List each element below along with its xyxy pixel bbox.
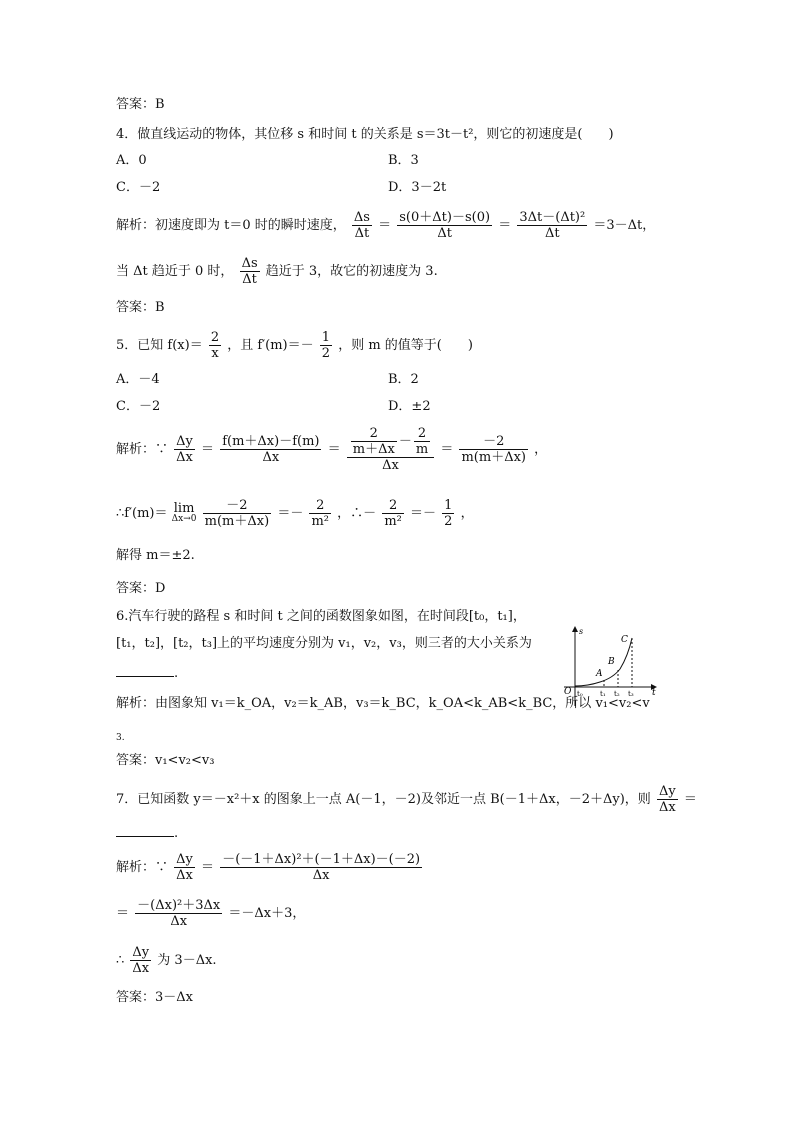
q5-solution	[116, 426, 547, 473]
fraction	[203, 498, 272, 529]
text: ＝－	[277, 506, 304, 521]
q5-solution-line3: 解得 m＝±2.	[116, 548, 195, 563]
text: ＝－	[410, 506, 437, 521]
text: ，	[460, 506, 474, 521]
question-6-line3	[116, 664, 178, 682]
denominator: 2	[321, 346, 331, 361]
fraction	[209, 330, 221, 361]
numerator: －(－1＋Δx)²＋(－1＋Δx)－(－2)	[222, 852, 421, 867]
numerator: 2	[309, 498, 331, 514]
minus: －	[398, 434, 412, 449]
numerator: Δs	[241, 256, 258, 271]
origin-label: O	[564, 687, 572, 697]
text: 7．已知函数 y＝－x²＋x 的图象上一点 A(－1，－2)及邻近一点 B(－1＋Δx，－2＋Δy)，则	[116, 792, 651, 807]
q4-option-a: A．0	[116, 153, 147, 168]
q6-answer: 答案：v₁<v₂<v₃	[116, 753, 215, 768]
comma: ，	[534, 442, 548, 457]
q5-solution-line2	[116, 498, 474, 529]
fraction	[459, 434, 528, 465]
q4-option-c: C．－2	[116, 180, 161, 195]
numerator: 3Δt－(Δt)²	[519, 210, 586, 225]
text: ＝	[683, 792, 697, 807]
denominator: Δx	[176, 868, 193, 883]
q6-solution: 解析：由图象知 v₁＝k_OA，v₂＝k_AB，v₃＝k_BC，k_OA<k_AB<k_BC，所以 v₁<v₂<v	[116, 696, 650, 711]
question-6-line2: [t₁，t₂]，[t₂，t₃]上的平均速度分别为 v₁，v₂，v₃，则三者的大小关系为	[116, 636, 532, 651]
equals: ＝	[498, 218, 512, 233]
denominator: x	[211, 346, 219, 361]
numerator: Δy	[658, 784, 676, 799]
denominator: m	[415, 442, 429, 457]
s-label: s	[579, 627, 584, 636]
numerator: Δy	[176, 434, 193, 449]
denominator: Δx	[262, 450, 280, 465]
curve	[575, 638, 632, 686]
text: 当 Δt 趋近于 0 时，	[116, 264, 234, 279]
denominator: Δt	[544, 226, 560, 241]
answer-blank	[116, 664, 174, 677]
fraction	[220, 434, 321, 465]
limit-word: lim	[173, 500, 195, 516]
q4-solution	[116, 210, 655, 241]
s-axis-arrow-icon	[572, 626, 578, 632]
fraction	[309, 498, 331, 529]
text: .	[174, 826, 179, 841]
numerator: Δs	[353, 210, 370, 225]
denominator: Δt	[437, 226, 452, 241]
distance-time-graph	[558, 624, 664, 708]
denominator: Δt	[354, 226, 370, 241]
numerator: Δy	[132, 945, 150, 960]
solution-tail: ＝3－Δt，	[593, 218, 656, 233]
q7-solution-line2	[116, 898, 305, 929]
solution-lead: 解析：∵	[116, 442, 169, 457]
answer-blank	[116, 824, 174, 837]
denominator: 2	[444, 514, 453, 529]
t-label: t	[652, 688, 656, 698]
question-7-line1	[116, 784, 697, 815]
equals: ＝	[440, 442, 454, 457]
text: 5．已知 f(x)＝	[116, 338, 203, 353]
fraction	[220, 852, 422, 883]
fraction	[130, 945, 151, 976]
answer-line: 答案：B	[116, 97, 165, 112]
equals: ＝	[378, 218, 392, 233]
question-4-stem: 4．做直线运动的物体，其位移 s 和时间 t 的关系是 s＝3t－t²，则它的初速度是( )	[116, 127, 614, 142]
numerator: －2	[459, 434, 528, 450]
q4-option-d: D．3－2t	[388, 180, 447, 195]
numerator: 1	[321, 330, 331, 345]
q4-solution-line2	[116, 256, 438, 287]
q5-option-d: D．±2	[388, 399, 431, 414]
text: 为 3－Δx.	[157, 953, 217, 968]
text: 趋近于 3，故它的初速度为 3.	[265, 264, 438, 279]
numerator: s(0＋Δt)－s(0)	[399, 210, 491, 225]
q5-option-b: B．2	[388, 372, 419, 387]
text: ＝－Δx＋3，	[228, 906, 306, 921]
numerator: 2	[414, 426, 430, 442]
denominator: m＋Δx	[352, 442, 395, 457]
limit-subscript: Δx→0	[171, 513, 197, 524]
fraction	[517, 210, 587, 241]
denominator: Δx	[170, 914, 188, 929]
question-5-stem	[116, 330, 473, 361]
q5-option-c: C．－2	[116, 399, 161, 414]
denominator: m(m＋Δx)	[204, 514, 270, 529]
denominator: m²	[311, 514, 330, 529]
denominator: m(m＋Δx)	[461, 450, 527, 465]
q4-answer: 答案：B	[116, 300, 165, 315]
denominator: Δx	[658, 800, 676, 815]
fraction	[351, 426, 397, 457]
q4-option-b: B．3	[388, 153, 419, 168]
limit	[171, 500, 197, 525]
solution-lead: 解析：∵	[116, 860, 169, 875]
t0-label: t₀	[577, 690, 583, 698]
fraction	[397, 210, 492, 241]
fraction	[240, 256, 260, 287]
solution-lead: 解析：初速度即为 t＝0 时的瞬时速度，	[116, 218, 346, 233]
q5-option-a: A．－4	[116, 372, 160, 387]
fraction	[657, 784, 678, 815]
numerator: 2	[382, 498, 404, 514]
fraction	[135, 898, 222, 929]
fraction	[442, 498, 454, 529]
denominator: Δx	[132, 961, 150, 976]
denominator: m²	[384, 514, 402, 529]
q7-answer: 答案：3－Δx	[116, 990, 193, 1005]
t2-label: t₂	[614, 690, 620, 698]
fraction	[320, 330, 332, 361]
numerator: －(Δx)²＋3Δx	[137, 898, 221, 913]
numerator: 1	[444, 498, 453, 513]
numerator: 2	[210, 330, 220, 345]
q6-solution-continuation: 3.	[116, 733, 125, 743]
t1-label: t₁	[600, 690, 606, 698]
text: ，则 m 的值等于( )	[338, 338, 473, 353]
text: ，∴－	[337, 506, 377, 521]
numerator: Δy	[176, 852, 193, 867]
denominator: Δx	[382, 458, 399, 473]
numerator	[347, 426, 434, 458]
text: ＝	[116, 906, 130, 921]
fraction	[174, 852, 195, 883]
text: ，且 f′(m)＝－	[227, 338, 314, 353]
denominator: Δt	[242, 272, 257, 287]
denominator: Δx	[176, 450, 193, 465]
q7-solution	[116, 852, 424, 883]
denominator: Δx	[312, 868, 330, 883]
text: ∴f′(m)＝	[116, 506, 168, 521]
t3-label: t₃	[628, 690, 634, 698]
numerator: －2	[203, 498, 272, 514]
compound-fraction	[347, 426, 434, 473]
equals: ＝	[327, 442, 341, 457]
equals: ＝	[201, 442, 215, 457]
point-a-label: A	[596, 669, 603, 679]
question-6-line1: 6.汽车行驶的路程 s 和时间 t 之间的函数图象如图，在时间段[t₀，t₁]，	[116, 609, 526, 624]
numerator: f(m＋Δx)－f(m)	[222, 434, 320, 449]
numerator: 2	[351, 426, 397, 442]
question-7-line2	[116, 824, 178, 842]
equals: ＝	[201, 860, 215, 875]
fraction	[382, 498, 404, 529]
point-b-label: B	[608, 657, 615, 667]
fraction	[352, 210, 372, 241]
text: ∴	[116, 953, 125, 968]
q5-answer: 答案：D	[116, 581, 166, 596]
fraction	[414, 426, 430, 457]
point-c-label: C	[621, 635, 628, 645]
text: .	[174, 666, 179, 681]
q7-solution-line3	[116, 945, 217, 976]
fraction	[174, 434, 195, 465]
